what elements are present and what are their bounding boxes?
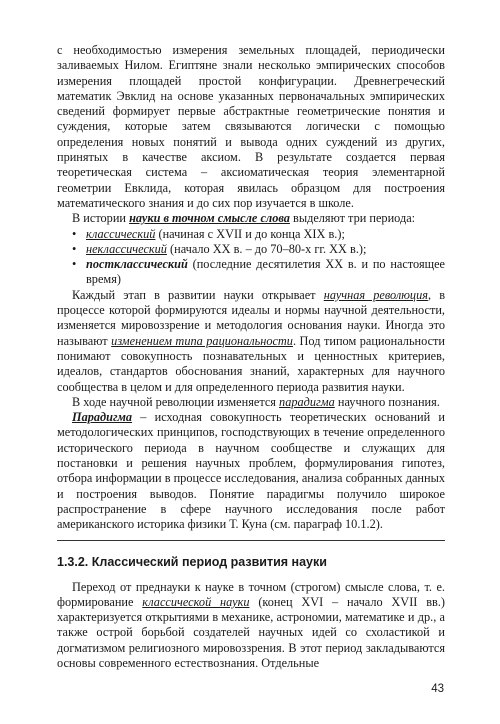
paragraph-classical-period xyxy=(57,580,445,672)
text-run: выделяют три периода: xyxy=(289,211,416,226)
paragraph-periods-intro xyxy=(57,211,445,226)
text-run: Каждый этап в развитии науки открывает xyxy=(72,287,324,302)
periods-list xyxy=(57,227,445,288)
text-run: , в процессе которой формируются идеалы и нормы научной деятельности, изменяется мировоззрение и методология основания науки. Иногда это называют xyxy=(57,287,445,348)
term-rationality-change: изменением типа рациональности xyxy=(111,333,293,348)
text-run: (конец XVI – начало XVII вв.) характеризуется открытиями в механике, астрономии, математике и др., а также острой борьбой создателей научных идей со схоластикой и догматизмом религиозного мировоззрения. В этот период закладываются основы современного естествознания. Отдельные xyxy=(57,594,445,670)
term-nonclassical: неклассический xyxy=(86,241,167,256)
text-run: . Под типом рациональности понимают совокупность познавательных и ценностных критериев, идеалов, стандартов обоснования знаний, характерных для научного сообщества в целом и для определенного периода развития науки. xyxy=(57,333,445,394)
text-run: (последние десятилетия XX в. и по настоящее время) xyxy=(86,257,445,287)
term-paradigm: парадигма xyxy=(279,394,335,409)
text-run: – исходная совокупность теоретических оснований и методологических принципов, господствующих в течение определенного исторического периода в научном сообществе и служащих для постановки и решения научных проблем, формулирования гипотез, отбора информации в процессе исследования, анализа собранных данных и построения выводов. Понятие парадигмы получило широкое распространение в сфере научного исследования после работ американского историка физики Т. Куна (см. параграф 10.1.2). xyxy=(57,410,445,532)
bullet-icon: • xyxy=(72,257,77,272)
term-classical-science: классической науки xyxy=(142,594,250,609)
term-science-strict: науки в точном смысле слова xyxy=(129,211,290,226)
term-classical: классический xyxy=(86,226,156,241)
text-run: (начиная с XVII и до конца XIX в.); xyxy=(155,226,345,241)
list-item-nonclassical xyxy=(72,242,445,257)
paragraph-paradigm-change xyxy=(57,395,445,410)
term-paradigm-definition: Парадигма xyxy=(72,410,133,425)
bullet-icon: • xyxy=(72,226,77,241)
section-heading: 1.3.2. Классический период развития науки xyxy=(57,554,327,569)
term-scientific-revolution: научная революция xyxy=(323,287,428,302)
section-divider xyxy=(57,540,445,541)
text-run: В истории xyxy=(72,211,130,226)
text-run: научного познания. xyxy=(334,394,440,409)
paragraph-revolution xyxy=(57,288,445,395)
text-run: В ходе научной революции изменяется xyxy=(72,394,280,409)
bullet-icon: • xyxy=(72,241,77,256)
paragraph-paradigm-definition xyxy=(57,410,445,532)
paragraph-euclid: с необходимостью измерения земельных площадей, периодически заливаемых Нилом. Египтяне знали несколько эмпирических способов измерения площадей простой конфигурации. Древнегреческий математик Эвклид на основе указанных первоначальных эмпирических сведений формирует первые абстрактные геометрические понятия и суждения, которые затем связываются логически с помощью определения новых понятий и вывода одних суждений из других, принятых в качестве аксиом. В результате создается первая теоретическая система – аксиоматическая теория элементарной геометрии Евклида, которая явилась образцом для построения математического знания и до сих пор изучается в школе. xyxy=(57,43,445,210)
page-number: 43 xyxy=(431,683,444,695)
text-run: Переход от преднауки к науке в точном (строгом) смысле слова, т. е. формирование xyxy=(57,579,445,609)
text-run: (начало XX в. – до 70–80-х гг. XX в.); xyxy=(166,241,367,256)
term-postclassical: постклассический xyxy=(86,257,188,272)
list-item-classical xyxy=(72,227,445,242)
list-item-postclassical xyxy=(72,257,445,288)
